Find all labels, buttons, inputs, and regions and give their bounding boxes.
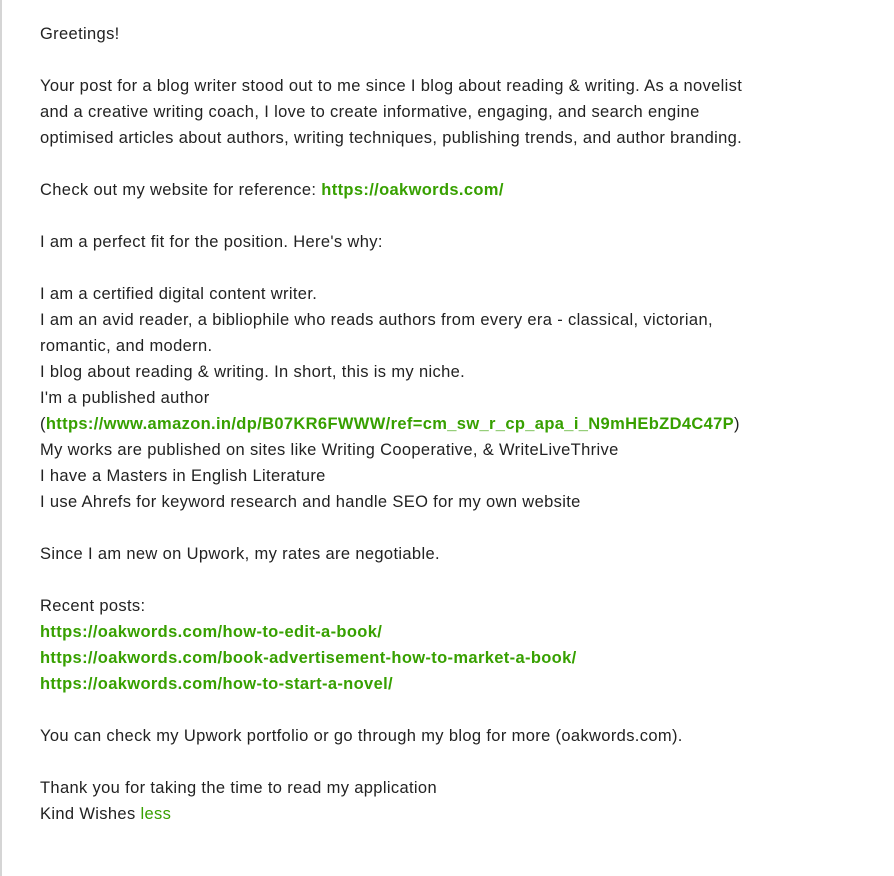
website-link[interactable]: https://oakwords.com/ xyxy=(321,181,504,199)
intro-line-1: Your post for a blog writer stood out to me since I blog about reading & writing. As a novelist xyxy=(40,77,743,95)
recent-posts-label: Recent posts: xyxy=(40,597,146,615)
amazon-close-paren: ) xyxy=(734,415,740,433)
amazon-line xyxy=(40,411,860,437)
cover-letter-text xyxy=(40,21,860,827)
less-toggle-link[interactable]: less xyxy=(140,805,172,823)
amazon-open-paren: ( xyxy=(40,415,46,433)
reason-reader-line-1: I am an avid reader, a bibliophile who reads authors from every era - classical, victorian, xyxy=(40,311,713,329)
greeting-line: Greetings! xyxy=(40,25,120,43)
reason-published: I'm a published author xyxy=(40,389,210,407)
signoff-line xyxy=(40,801,860,827)
recent-post-item xyxy=(40,671,860,697)
recent-post-item xyxy=(40,619,860,645)
thanks-line: Thank you for taking the time to read my application xyxy=(40,779,437,797)
signoff-text: Kind Wishes xyxy=(40,805,141,823)
reason-reader-line-2: romantic, and modern. xyxy=(40,337,213,355)
recent-post-link-3[interactable]: https://oakwords.com/how-to-start-a-novel/ xyxy=(40,675,393,693)
reason-works: My works are published on sites like Writing Cooperative, & WriteLiveThrive xyxy=(40,441,619,459)
reason-masters: I have a Masters in English Literature xyxy=(40,467,326,485)
recent-post-link-2[interactable]: https://oakwords.com/book-advertisement-how-to-market-a-book/ xyxy=(40,649,577,667)
intro-line-2: and a creative writing coach, I love to create informative, engaging, and search engine xyxy=(40,103,700,121)
rates-line: Since I am new on Upwork, my rates are negotiable. xyxy=(40,545,440,563)
recent-post-item xyxy=(40,645,860,671)
reason-certified: I am a certified digital content writer. xyxy=(40,285,318,303)
fit-intro-line: I am a perfect fit for the position. Here's why: xyxy=(40,233,383,251)
website-prefix: Check out my website for reference: xyxy=(40,181,322,199)
recent-post-link-1[interactable]: https://oakwords.com/how-to-edit-a-book/ xyxy=(40,623,383,641)
website-line xyxy=(40,177,860,203)
intro-line-3: optimised articles about authors, writing techniques, publishing trends, and author branding. xyxy=(40,129,743,147)
amazon-link[interactable]: https://www.amazon.in/dp/B07KR6FWWW/ref=cm_sw_r_cp_apa_i_N9mHEbZD4C47P xyxy=(45,415,735,433)
portfolio-line: You can check my Upwork portfolio or go through my blog for more (oakwords.com). xyxy=(40,727,683,745)
reason-blog: I blog about reading & writing. In short, this is my niche. xyxy=(40,363,466,381)
reason-ahrefs: I use Ahrefs for keyword research and handle SEO for my own website xyxy=(40,493,581,511)
